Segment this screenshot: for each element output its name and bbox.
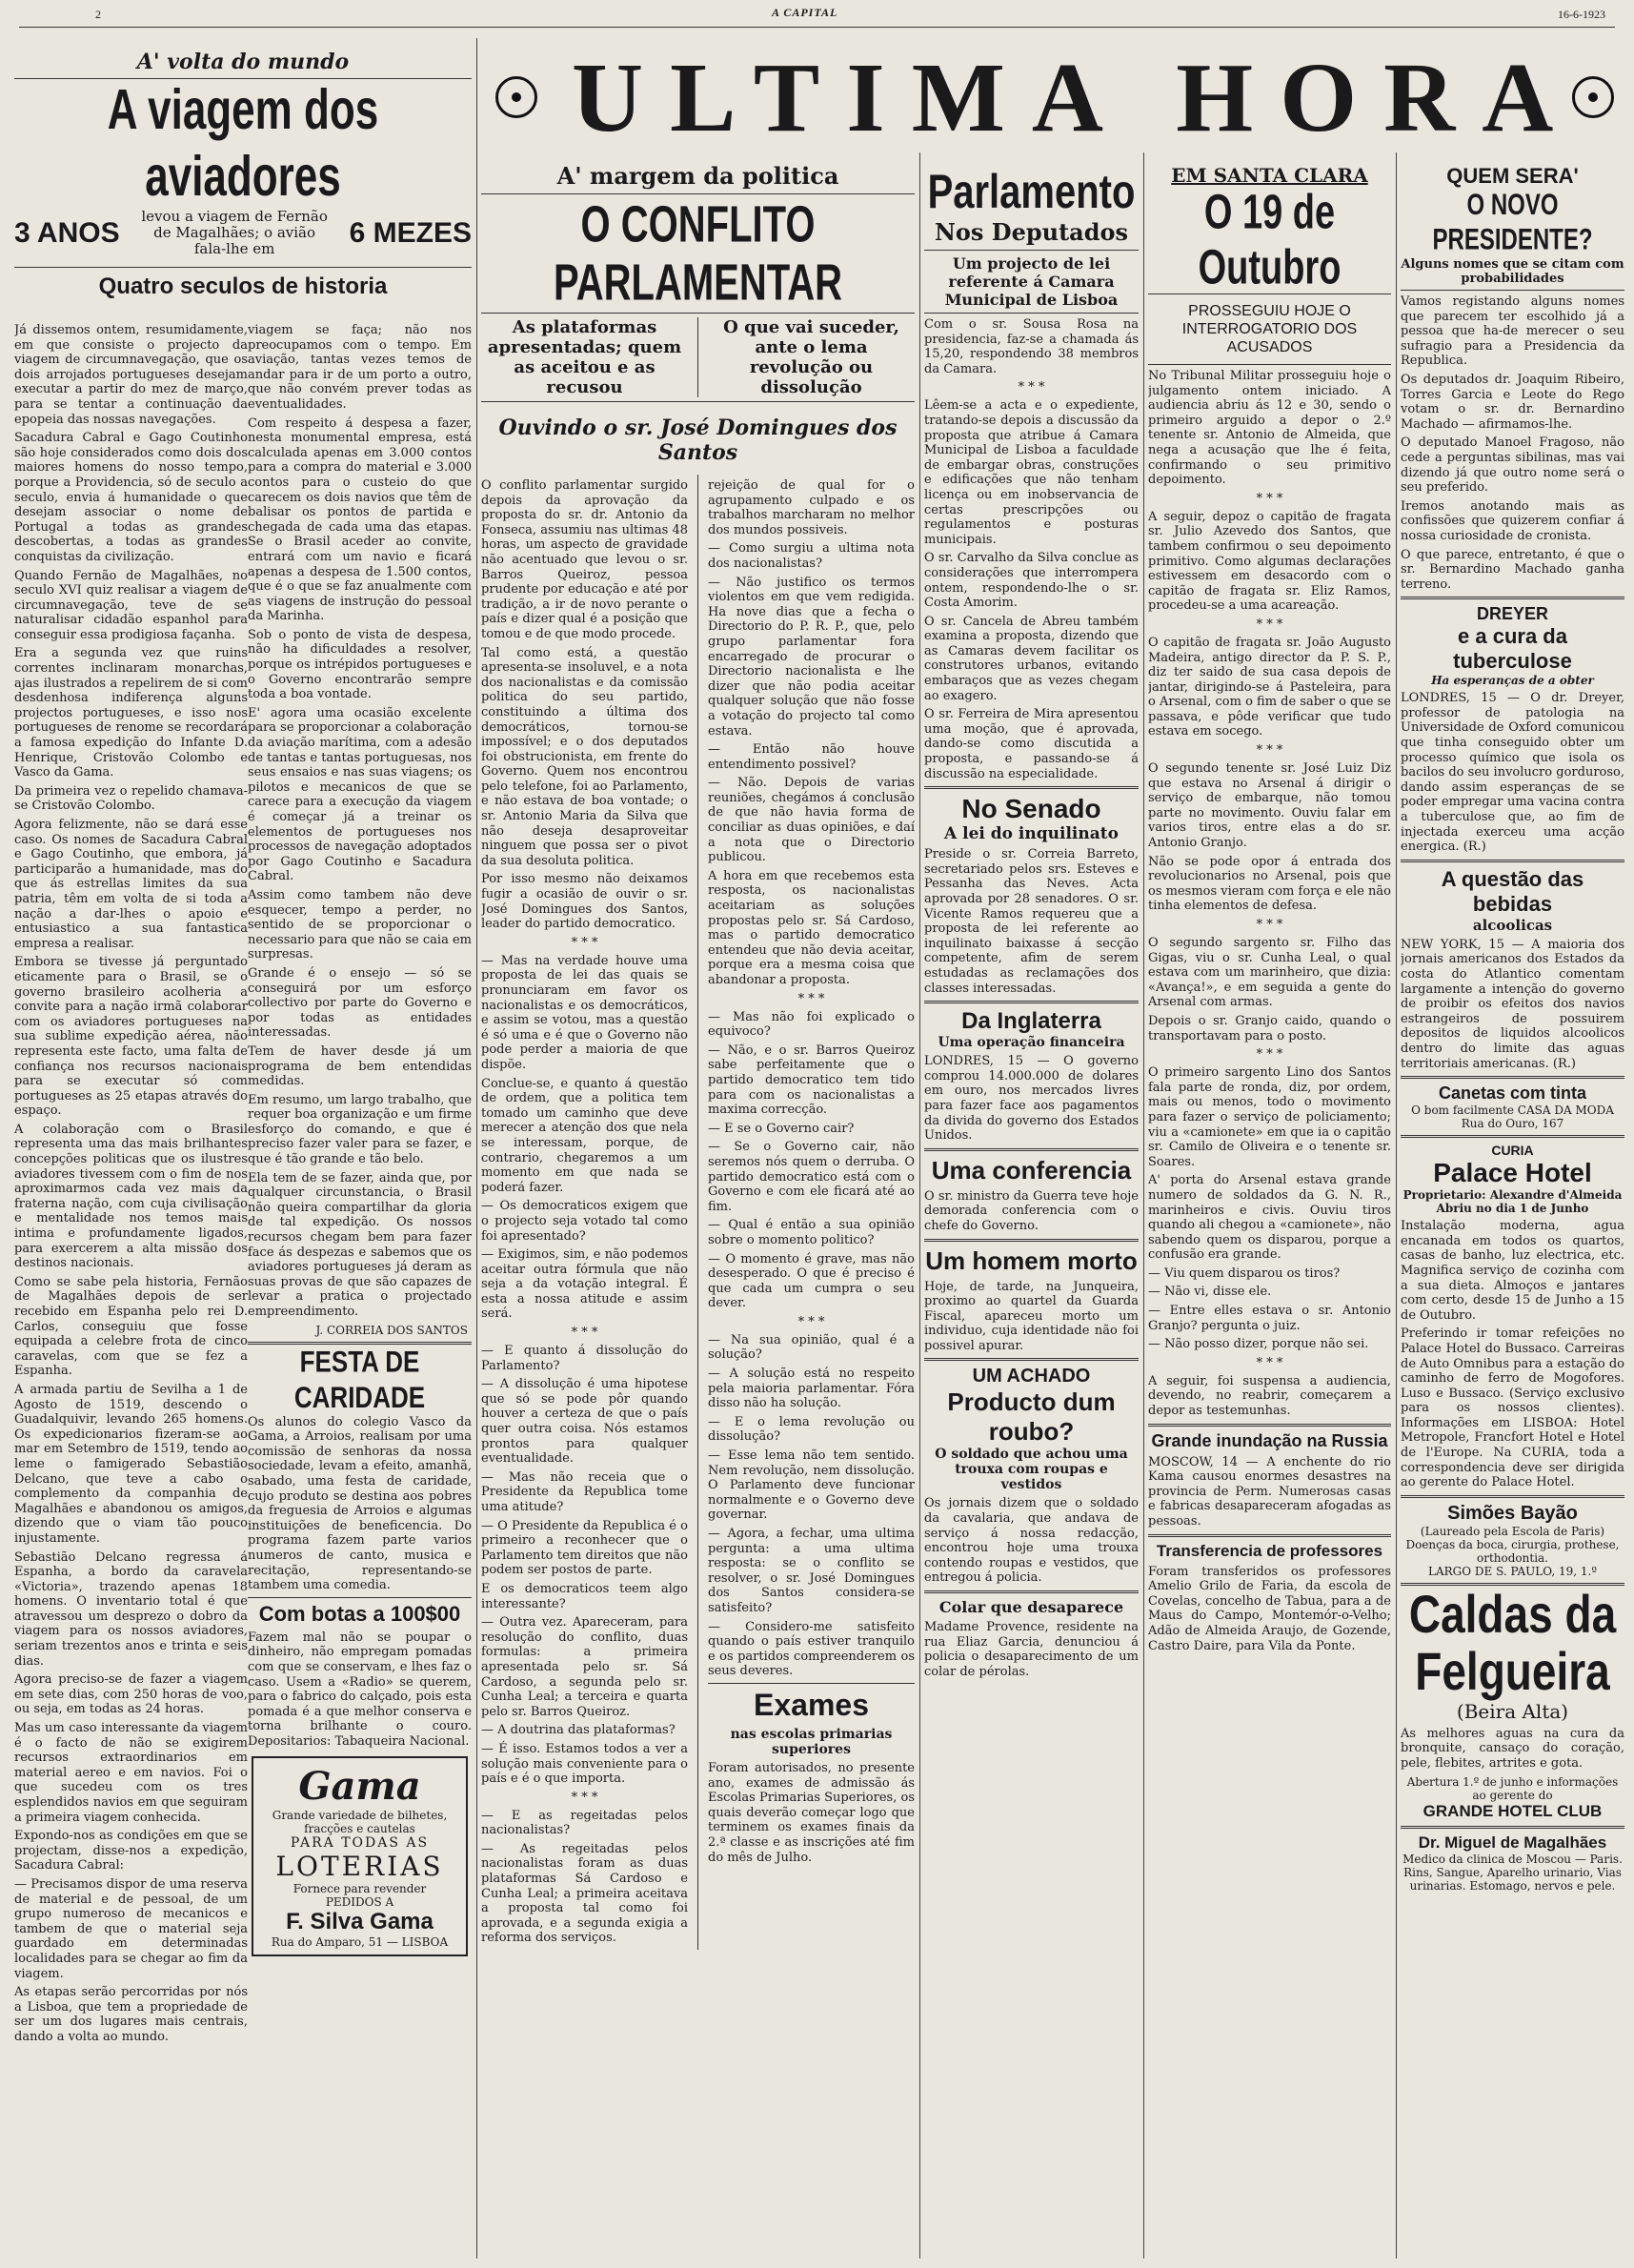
article-paragraph: Lêem-se a acta e o expediente, tratando-se depois a discussão da proposta que atribue á Camara Municipal de Lisboa a faculdade de embargar obras, construções e edificações que não tenham licença ou em inobservancia de certas prescripções ou regulamentos e posturas municipais. bbox=[924, 398, 1139, 547]
article-paragraph: A colaboração com o Brasil representa uma das mais brilhantes concepções politicas que os ilustres aviadores tivessem com o fim de nos aproximarmos cada vez mais da fraterna nação, com cuja civilisação e mentalidade nos temos mais intima e profundamente ligados, para exercerem a alta missão dos destinos nacionais. bbox=[14, 1122, 248, 1271]
dreyer-headline: e a cura da tuberculose bbox=[1453, 624, 1572, 674]
parliament-column bbox=[924, 162, 1139, 2258]
caldas-sub: (Beira Alta) bbox=[1456, 1699, 1569, 1723]
russia-text: MOSCOW, 14 — A enchente do rio Kama causou enormes desastres na provincia de Perm. Numerosas casas e fabricas desapareceram afogadas as pessoas. bbox=[1148, 1454, 1391, 1529]
conflict-headline: O CONFLITO PARLAMENTAR bbox=[554, 196, 842, 312]
article-paragraph: Da primeira vez o repelido chamava-se Cristovão Colombo. bbox=[14, 783, 248, 814]
article-paragraph: A hora em que recebemos esta resposta, os nacionalistas aceitariam as soluções propostas pelo sr. Sá Cardoso, mas o partido democratico entendeu que não devia aceitar, porque era a mesma coisa que abandonar a proposta. bbox=[708, 868, 915, 987]
morto-headline: Um homem morto bbox=[925, 1245, 1138, 1275]
santa-clara-column bbox=[1148, 164, 1391, 2258]
president-column bbox=[1401, 164, 1624, 2258]
aviators-headline: A viagem dos aviadores bbox=[107, 78, 379, 209]
article-paragraph: — A solução está no respeito pela maioria parlamentar. Fóra disso não ha solução. bbox=[708, 1367, 915, 1411]
aviators-header bbox=[14, 48, 472, 314]
gama-line: PARA TODAS AS bbox=[290, 1835, 430, 1852]
asterism: * * * bbox=[1256, 743, 1283, 759]
palace-title: Palace Hotel bbox=[1433, 1158, 1592, 1188]
article-paragraph: — Não. Depois de varias reuniões, chegámos á conclusão de que não havia forma de conciliar as duas opiniões, e daí a nota que o Directorio publicou. bbox=[708, 776, 915, 865]
article-paragraph: O sr. Ferreira de Mira apresentou uma moção, que é aprovada, dando-se como discutida a proposta, e passando-se á discussão na especialidade. bbox=[924, 707, 1139, 781]
article-paragraph: — É isso. Estamos todos a ver a solução mais conveniente para o país e é o que importa. bbox=[481, 1741, 688, 1787]
article-paragraph: O deputado Manoel Fragoso, não cede a perguntas sibilinas, mas vai dizendo já que outro nome será o seu preferido. bbox=[1401, 435, 1624, 496]
divider bbox=[481, 401, 915, 402]
divider bbox=[1401, 1135, 1624, 1138]
divider bbox=[481, 193, 915, 194]
palace-owner: Proprietario: Alexandre d'Almeida bbox=[1402, 1188, 1623, 1203]
article-paragraph: Embora se tivesse já perguntado eticamente para o Brasil, se o governo brasileiro acolheria a convite para a nação irmã colaborar com os aviadores portugueses na sua sublime expedição aérea, não representa este facto, uma falta de confiança nos recursos nacionais para se executar só com portugueses as 25 etapas através do espaço. bbox=[14, 955, 248, 1119]
article-paragraph: Os deputados dr. Joaquim Ribeiro, Torres Garcia e Leote do Rego votam o sr. dr. Bernardino Machado — afirmamos-lhe. bbox=[1401, 372, 1624, 432]
asterism: * * * bbox=[797, 1314, 825, 1329]
divider bbox=[924, 1358, 1139, 1361]
conflict-body-right bbox=[708, 475, 915, 1950]
article-paragraph: Expondo-nos as condições em que se projectam, disse-nos a expedição, Sacadura Cabral: bbox=[14, 1829, 248, 1873]
column-rule bbox=[697, 475, 698, 1950]
article-paragraph: O que parece, entretanto, é que o sr. Bernardino Machado ganha terreno. bbox=[1401, 547, 1624, 592]
article-paragraph: Ela tem de se fazer, ainda que, por qualquer circunstancia, o Brasil não queira compartilhar da gloria de tal expedição. Os nossos recursos chegam bem para fazer face ás despezas e sabemos que os aviadores portugueses já deram as suas provas de que são capazes de levar a pratica o projectado empreendimento. bbox=[248, 1170, 472, 1319]
article-paragraph: — A doutrina das plataformas? bbox=[481, 1723, 676, 1738]
dreyer-kicker: DREYER bbox=[1476, 604, 1548, 624]
gama-address: Rua do Amparo, 51 — LISBOA bbox=[271, 1935, 449, 1950]
dreyer-deck: Ha esperanças de a obter bbox=[1431, 674, 1594, 688]
botas-headline: Com botas a 100$00 bbox=[258, 1601, 461, 1626]
issue-date: 16-6-1923 bbox=[1558, 8, 1605, 21]
article-paragraph: O sr. Cancela de Abreu também examina a proposta, dizendo que as Camaras devem facilitar os construtores urbanos, evitando embaraços que as vezes chegam ao exagero. bbox=[924, 614, 1139, 703]
article-paragraph: — Mas não receia que o Presidente da Republica tome uma atitude? bbox=[481, 1469, 688, 1514]
section-kicker: A' volta do mundo bbox=[136, 50, 350, 74]
divider bbox=[1401, 1826, 1624, 1829]
article-paragraph: Com respeito á despesa a fazer, nesta monumental empresa, está calculada apenas em 3.000 contos para a compra do material e 3.000 contos para o custeio do que carecem os dois navios que têm de balisar os pontos de partida e chegada de cada uma das etapas. Se o Brasil aceder ao convite, entrará com um navio e ficará apenas a despesa de 1.500 contos, que é o que se faz anualmente com as viagens de instrução do pessoal da Marinha. bbox=[248, 415, 472, 624]
exames-sub: nas escolas primarias superiores bbox=[730, 1726, 893, 1757]
article-paragraph: — As regeitadas pelos nacionalistas foram as duas plataformas Sá Cardoso e Cunha Leal; a primeira aceitava a proposta tal como foi aprovada, e a segunda exigia a reforma dos serviços. bbox=[481, 1841, 688, 1946]
years-label: 3 ANOS bbox=[14, 216, 120, 249]
article-paragraph: — Exigimos, sim, e não podemos aceitar outra fórmula que não seja a da votação integral. É esta a nossa atitude e assim será. bbox=[481, 1247, 688, 1322]
article-paragraph: — Não justifico os termos violentos em que vem redigida. Ha nove dias que a fecha o Directorio do P. R. P., que, pelo grupo parlamentar fora encarregado de procurar o Directorio nacionalista e lhe dizer que não podia aceitar qualquer solução que não fosse a votação do projecto tal como estava. bbox=[708, 575, 915, 739]
divider bbox=[1401, 290, 1624, 291]
divider bbox=[1148, 364, 1391, 365]
article-paragraph: — E quanto á dissolução do Parlamento? bbox=[481, 1344, 688, 1373]
article-paragraph: — Agora, a fechar, uma ultima pergunta: a uma ultima resposta: se o conflito se resolver, o sr. José Domingues dos Santos considera-se satisfeito? bbox=[708, 1527, 915, 1615]
article-paragraph: Já dissemos ontem, resumidamente, em que consiste o projecto da viagem de circumnavegação, que os dois arrojados portugueses desejam executar a partir do mez de março, para se tentar a continuação da epopeia das nossas navegações. bbox=[14, 323, 248, 427]
article-paragraph: O segundo sargento sr. Filho das Gigas, viu o sr. Cunha Leal, o qual estava com um marinheiro, que dizia: «Avança!», e em seguida a gente do Arsenal com armas. bbox=[1148, 936, 1391, 1010]
miguel-text: Medico da clinica de Moscou — Paris. Rins, Sangue, Aparelho urinario, Vias urinarias. Estomago, nervos e pele. bbox=[1402, 1852, 1623, 1893]
canetas-title: Canetas com tinta bbox=[1438, 1083, 1587, 1104]
page-header-bar bbox=[19, 4, 1615, 28]
article-paragraph: Sob o ponto de vista de despesa, não ha dificuldades a resolver, porque os intrépidos portugueses e o Governo encontrarão sempre toda a boa vontade. bbox=[248, 627, 472, 702]
divider bbox=[1401, 860, 1624, 862]
simoes-text: (Laureado pela Escola de Paris) Doenças da boca, cirurgia, prothese, orthodontia. bbox=[1405, 1524, 1620, 1565]
article-paragraph: Tal como está, a questão apresenta-se insoluvel, e a nota dos nacionalistas e da comissão politica do seu partido, constituindo a última dos democráticos, tornou-se impossível; e o dos deputados foi obstrucionista, em frente do Governo. Quem nos encontrou pelo telefone, foi ao Parlamento, e não estava de boa vontade; o sr. Antonio Maria da Silva que não deseja desaproveitar ninguem que possa ser o pivot da sua desoluta politica. bbox=[481, 645, 688, 868]
divider bbox=[14, 267, 472, 268]
divider bbox=[924, 1001, 1139, 1003]
article-paragraph: A seguir, foi suspensa a audiencia, devendo, no reabrir, começarem a depor as testemunhas. bbox=[1148, 1373, 1391, 1419]
caldas-title: Caldas da Felgueira bbox=[1408, 1584, 1617, 1702]
outubro-headline: O 19 de Outubro bbox=[1198, 185, 1341, 295]
divider bbox=[1401, 597, 1624, 599]
article-paragraph: — Viu quem disparou os tiros? bbox=[1148, 1266, 1341, 1281]
bebidas-text: NEW YORK, 15 — A maioria dos jornais americanos dos Estados da costa do Atlantico comentam largamente a intenção do governo de proibir os efeitos dos navios estrangeiros de possuirem depositos de liquidos alcoolicos dentro do limite das aguas territoriais americanas. (R.) bbox=[1401, 937, 1624, 1071]
article-paragraph: Mas um caso interessante da viagem é o facto de não se exigirem recursos extraordinarios em material aereo e em navios. Foi o que sucedeu com os tres esplendidos navios em que seguiram a primeira viagem conhecida. bbox=[14, 1721, 248, 1825]
achado-kicker: UM ACHADO bbox=[972, 1366, 1091, 1387]
article-paragraph: Com o sr. Sousa Rosa na presidencia, faz-se a chamada ás 15,20, respondendo 38 membros da Camara. bbox=[924, 317, 1139, 376]
divider bbox=[248, 1597, 472, 1598]
festa-text: Os alunos do colegio Vasco da Gama, a Arroios, realisam por uma comissão de senhoras da nossa sociedade, levam a efeito, amanhã, sabado, uma festa de caridade, cujo produto se destina aos pobres da freguesia de Arroios e algumas instituições de beneficencia. Do programa fazem parte varios numeros de canto, musica e recitação, representando-se tambem uma comedia. bbox=[248, 1414, 472, 1593]
divider bbox=[708, 1683, 915, 1684]
caldas-open: Abertura 1.º de junho e informações ao gerente do bbox=[1406, 1774, 1619, 1802]
article-paragraph: — O Presidente da Republica é o primeiro a reconhecer que o Parlamento tem direitos que não podem ser postos de parte. bbox=[481, 1518, 688, 1578]
article-paragraph: Vamos registando alguns nomes que parecem ter escolhido já a pessoa que ha-de merecer o seu sufragio para a Presidencia da Republica. bbox=[1401, 294, 1624, 369]
article-paragraph: — Considero-me satisfeito quando o país estiver tranquilo e os partidos compreenderem os seus deveres. bbox=[708, 1619, 915, 1679]
exames-headline: Exames bbox=[754, 1687, 869, 1722]
gama-advert bbox=[252, 1756, 468, 1956]
years-months-row bbox=[14, 209, 472, 257]
asterism: * * * bbox=[1256, 1355, 1283, 1370]
divider bbox=[924, 1590, 1139, 1593]
article-paragraph: Era a segunda vez que ruins correntes inclinaram monarchas, ajas ilustrados a repelirem de si com desdenhosa indiferença alguns projectos portugueses, e isso nos portugueses de renome se recordará a famosa expedição do Infante D. Henrique, Cristovão Colombo e Vasco da Gama. bbox=[14, 646, 248, 780]
deck-left: As plataformas apresentadas; quem as aceitou e as recusou bbox=[487, 317, 682, 397]
aviators-column-left bbox=[14, 319, 248, 2258]
divider bbox=[1148, 1534, 1391, 1537]
article-paragraph: — Na sua opinião, qual é a solução? bbox=[708, 1332, 915, 1363]
article-paragraph: Não se pode opor á entrada dos revolucionarios no Arsenal, pois que os mesmos vieram com força e ele não tinha elementos de defesa. bbox=[1148, 854, 1391, 914]
article-paragraph: Sebastião Delcano regressa á Espanha, a bordo da caravela «Victoria», trazendo apenas 18 homens. O inventario total é que atravessou um desprezo o dobro da viagem para os nossos aviadores, seriam trezentos anos e trinta e seis dias. bbox=[14, 1549, 248, 1669]
article-paragraph: A seguir, depoz o capitão de fragata sr. Julio Azevedo dos Santos, que tambem confirmou o seu depoimento primitivo. Como algumas declarações estivessem em desacordo com o capitão de fragata sr. Eliz Ramos, procedeu-se a uma acareação. bbox=[1148, 509, 1391, 614]
canetas-text: O bom facilmente CASA DA MODA Rua do Ouro, 167 bbox=[1411, 1104, 1614, 1131]
colar-text: Madame Provence, residente na rua Eliaz Garcia, denunciou á policia o desaparecimento de um colar de pérolas. bbox=[924, 1620, 1139, 1679]
article-paragraph: E' agora uma ocasião excelente para se proporcionar a colaboração da aviação marítima, com a adesão de tantas e tantas portuguesas, nos seus ensaios e nas suas viagens; os pilotos e mecanicos de que se carece para a execução da viagem é começar já a treinar os elementos de portugueses nos processos de navegação adoptados por Gago Coutinho e Sacadura Cabral. bbox=[248, 705, 472, 884]
article-paragraph: — Então não houve entendimento possivel? bbox=[708, 742, 915, 772]
roubo-sub: O soldado que achou uma trouxa com roupas e vestidos bbox=[935, 1447, 1128, 1493]
interview-title: Ouvindo o sr. José Domingues dos Santos bbox=[498, 415, 898, 465]
gama-line: Fornece para revender bbox=[293, 1882, 427, 1896]
article-paragraph: Iremos anotando mais as confissões que quizerem confiar á nossa curiosidade de cronista. bbox=[1401, 498, 1624, 543]
roubo-headline: Producto dum roubo? bbox=[947, 1387, 1116, 1447]
divider bbox=[924, 250, 1139, 251]
gama-line: Grande variedade de bilhetes, fracções e cautelas bbox=[272, 1809, 448, 1836]
article-paragraph: — Precisamos dispor de uma reserva de material e de pessoal, de um grupo numeroso de mecanicos e tambem de que o material seja guardado em determinadas localidades para se chegar ao fim da viagem. bbox=[14, 1876, 248, 1981]
profs-headline: Transferencia de professores bbox=[1156, 1541, 1383, 1560]
article-paragraph: O segundo tenente sr. José Luiz Diz que estava no Arsenal á dirigir o serviço de embarque, não tomou parte no movimento. Ouviu falar em varios tiros, entre elas a do sr. Antonio Granjo. bbox=[1148, 761, 1391, 851]
bebidas-headline: A questão das bebidas bbox=[1441, 866, 1584, 916]
page-number: 2 bbox=[95, 8, 101, 21]
profs-text: Foram transferidos os professores Amelio Grilo de Faria, da escola de Covelas, concelho de Tabua, para a de Maus do Campo, Montemór-o-Velho; Adão de Almeida Araujo, de Gozende, Castro Daire, para Vila da Ponte. bbox=[1148, 1564, 1391, 1653]
article-paragraph: — Como surgiu a ultima nota dos nacionalistas? bbox=[708, 541, 915, 571]
article-paragraph: — E o lema revolução ou dissolução? bbox=[708, 1414, 915, 1445]
conflict-decks bbox=[481, 317, 915, 397]
asterism: * * * bbox=[571, 1790, 598, 1805]
gama-name: F. Silva Gama bbox=[286, 1909, 434, 1935]
asterism: * * * bbox=[571, 1326, 598, 1341]
section-kicker: EM SANTA CLARA bbox=[1171, 164, 1368, 187]
deck-right: O que vai suceder, ante o lema revolução ou dissolução bbox=[723, 317, 899, 397]
divider bbox=[924, 313, 1139, 314]
dreyer-text: LONDRES, 15 — O dr. Dreyer, professor de patologia na Universidade de Oxford comunicou que tinha conseguido obter um processo químico que isola os bacilos do seu involucro gorduroso, dando assim esperanças de se poder empregar uma vacina contra a tuberculose que, ao fim de injectada exerceu uma acção energica. (R.) bbox=[1401, 691, 1624, 855]
asterism: * * * bbox=[1256, 491, 1283, 506]
divider bbox=[1148, 1424, 1391, 1427]
conflict-body bbox=[481, 475, 915, 1950]
article-paragraph: A' porta do Arsenal estava grande numero de soldados da G. N. R., marinheiros e civis. Ouviu tiros quando ali chegou a «camionete», não sabendo quem os disparou, porque a confusão era grande. bbox=[1148, 1173, 1391, 1263]
article-paragraph: O sr. Carvalho da Silva conclue as considerações que interrompera ontem, respondendo-lhe o sr. Costa Amorim. bbox=[924, 551, 1139, 611]
article-paragraph: Quando Fernão de Magalhães, no seculo XVI quiz realisar a viagem de circumnavegação, teve de se naturalisar cidadão espanhol para conseguir essa prodigiosa façanha. bbox=[14, 568, 248, 642]
article-paragraph: — Se o Governo cair, não seremos nós quem o derruba. O partido democratico está com o Governo e com ele ficará até ao fim. bbox=[708, 1140, 915, 1214]
divider bbox=[1401, 1076, 1624, 1079]
parliament-deck: Um projecto de lei referente á Camara Municipal de Lisboa bbox=[944, 254, 1119, 309]
president-deck: Alguns nomes que se citam com probabilidades bbox=[1401, 257, 1624, 286]
article-paragraph: — Mas não foi explicado o equivoco? bbox=[708, 1009, 915, 1040]
article-paragraph: — Entre elles estava o sr. Antonio Granjo? pergunta o juiz. bbox=[1148, 1304, 1391, 1333]
senado-sub: A lei do inquilinato bbox=[944, 824, 1119, 844]
divider bbox=[481, 313, 915, 314]
asterism: * * * bbox=[1256, 1047, 1283, 1063]
article-paragraph: Depois o sr. Granjo caido, quando o transportavam para o posto. bbox=[1148, 1013, 1391, 1043]
colar-headline: Colar que desaparece bbox=[938, 1598, 1124, 1617]
divider bbox=[924, 1239, 1139, 1242]
senado-text: Preside o sr. Correia Barreto, secretariado pelos srs. Esteves e Pessanha das Neves. Acta aprovada por 28 senadores. O sr. Vicente Ramos requereu que a proposta de lei referente ao inquilinato baixasse á secção competente, afim de serem estudadas as reclamações dos classes interessadas. bbox=[924, 847, 1139, 996]
morto-text: Hoje, de tarde, na Junqueira, proximo ao quartel da Guarda Fiscal, apareceu morto um individuo, cuja identidade não foi possivel apurar. bbox=[924, 1279, 1139, 1353]
article-paragraph: — Os democraticos exigem que o projecto seja votado tal como foi apresentado? bbox=[481, 1199, 688, 1244]
simoes-title: Simões Bayão bbox=[1447, 1502, 1578, 1524]
inglaterra-text: LONDRES, 15 — O governo comprou 14.000.000 de dolares em ouro, nos mercados livres para fazer face aos pagamentos da divida do governo dos Estados Unidos. bbox=[924, 1054, 1139, 1144]
divider bbox=[1401, 1495, 1624, 1498]
president-headline: O NOVO PRESIDENTE? bbox=[1432, 188, 1593, 257]
column-rule bbox=[697, 317, 698, 397]
conferencia-text: O sr. ministro da Guerra teve hoje demorada conferencia com o chefe do Governo. bbox=[924, 1188, 1139, 1233]
article-paragraph: E os democraticos teem algo interessante? bbox=[481, 1581, 688, 1611]
article-paragraph: — Esse lema não tem sentido. Nem revolução, nem dissolução. O Parlamento deve funcionar normalmente e o Governo deve governar. bbox=[708, 1448, 915, 1523]
article-paragraph: Assim como tambem não deve esquecer, tempo a perder, no sentido de se proporcionar o necessario para que não se caia em surpresas. bbox=[248, 887, 472, 962]
article-paragraph: Como se sabe pela historia, Fernão de Magalhães depois de ser recebido em Espanha pelo rei D. Carlos, conseguiu que fosse equipada a celebre frota de cinco caravelas, com que se fez a Espanha. bbox=[14, 1274, 248, 1379]
festa-headline: FESTA DE CARIDADE bbox=[293, 1344, 426, 1414]
conferencia-headline: Uma conferencia bbox=[931, 1155, 1132, 1185]
article-paragraph: — Outra vez. Apareceram, para resolução do conflito, duas formulas: a primeira apresentada pelo sr. Sá Cardoso, a segunda pelo sr. Cunha Leal; a terceira e quarta pelo sr. Barros Queiroz. bbox=[481, 1615, 688, 1719]
ultima-hora-banner: ULTIMA HORA bbox=[572, 43, 1581, 152]
president-kicker: QUEM SERA' bbox=[1446, 164, 1579, 188]
botas-text: Fazem mal não se poupar o dinheiro, não empregam pomadas com que se conservam, e lhes faz o caso. Usem a «Radio» se querem, para o fabrico do calçado, pois esta pomada é a que melhor conserva e torna brilhante o couro. Depositarios: Tabaqueira Nacional. bbox=[248, 1630, 472, 1749]
article-paragraph: viagem se faça; não nos preocupamos com o tempo. Em aviação, tantas vezes temos de andar para ir de um porto a outro, que não convém prever todas as eventualidades. bbox=[248, 323, 472, 412]
article-paragraph: — O momento é grave, mas não desesperado. O que é preciso é que cada um cumpra o seu dever. bbox=[708, 1251, 915, 1311]
bebidas-sub: alcoolicas bbox=[1472, 916, 1553, 934]
history-subtitle: Quatro seculos de historia bbox=[98, 273, 388, 299]
article-paragraph: No Tribunal Militar prosseguiu hoje o julgamento ontem iniciado. A audiencia abriu ás 12 e 30, sendo o primeiro arguido a depor o 2.º tenente sr. Antonio de Almeida, que nega a acusação que lhe é feita, confirmando o seu primitivo depoimento. bbox=[1148, 369, 1391, 488]
aviators-deck: levou a viagem de Fernão de Magalhães; o avião fala-lhe em bbox=[141, 208, 328, 257]
palace-text: Instalação moderna, agua encanada em todos os quartos, casas de banho, luz electrica, etc. Magnifica serviço de cozinha com a sua dieta. Almoços e jantares com certo, desde 15 de Junho a 15 de Outubro. bbox=[1401, 1219, 1624, 1323]
asterism: * * * bbox=[797, 991, 825, 1006]
caldas-hotel: GRANDE HOTEL CLUB bbox=[1422, 1801, 1603, 1820]
article-paragraph: — Não vi, disse ele. bbox=[1148, 1285, 1272, 1300]
caldas-text: As melhores aguas na cura da bronquite, cansaço do coração, pele, flebites, artrites e gota. bbox=[1401, 1726, 1624, 1772]
article-paragraph: Conclue-se, e quanto á questão de ordem, que a politica tem tomado um caminho que deve merecer a atenção dos que nela se interessam, porque, de contrario, chegaremos a um momento em que nada se poderá fazer. bbox=[481, 1076, 688, 1195]
article-paragraph: Em resumo, um largo trabalho, que requer boa organização e um firme esforço do comando, e que é preciso fazer valer para se fazer, e que é tão grande e tão belo. bbox=[248, 1092, 472, 1167]
gama-loterias: LOTERIAS bbox=[275, 1851, 444, 1883]
article-paragraph: A armada partiu de Sevilha a 1 de Agosto de 1519, descendo o Guadalquivir, levando 265 homens. Os expedicionarios fizeram-se ao mar em Setembro de 1519, tendo ao leme o famigerado Sebastião Delcano, que teve a cabo o complemento da companhia de Magalhães e abandonou os amigos, dizendo que o viam tão pouco injustamente. bbox=[14, 1382, 248, 1546]
article-paragraph: — E as regeitadas pelos nacionalistas? bbox=[481, 1808, 688, 1838]
asterism: * * * bbox=[1256, 617, 1283, 632]
months-label: 6 MEZES bbox=[349, 216, 472, 249]
column-rule bbox=[1143, 152, 1144, 2258]
conflict-body-left bbox=[481, 475, 688, 1950]
parliament-sub: Nos Deputados bbox=[934, 218, 1129, 246]
article-paragraph: — Não, e o sr. Barros Queiroz sabe perfeitamente que o partido democratico tem tido para com os nacionalistas a maxima correcção. bbox=[708, 1043, 915, 1118]
article-paragraph: — A dissolução é uma hipotese que só se pode pôr quando houver a certeza de que o país quer outra coisa. Nós estamos prontos para qualquer eventualidade. bbox=[481, 1377, 688, 1467]
paper-name: A CAPITAL bbox=[772, 6, 838, 19]
divider bbox=[924, 1148, 1139, 1151]
exames-text: Foram autorisados, no presente ano, exames de admissão ás Escolas Primarias Superiores, os quais deverão começar logo que terminem os exames finais da 2.ª classe e as inscrições até fim do mês de Julho. bbox=[708, 1760, 915, 1865]
article-signature: J. CORREIA DOS SANTOS bbox=[315, 1323, 468, 1337]
article-paragraph: Agora preciso-se de fazer a viagem em sete dias, com 250 horas de voo, ou seja, em todas as 24 horas. bbox=[14, 1672, 248, 1717]
section-kicker: A' margem da politica bbox=[556, 162, 839, 190]
article-paragraph: O primeiro sargento Lino dos Santos fala parte de ronda, diz, por ordem, mais ou menos, todo o movimento para fazer o serviço de policiamento; viu a «camionete» em que ia o capitão sr. Camilo de Oliveira e o tenente sr. Soares. bbox=[1148, 1065, 1391, 1169]
article-paragraph: Agora felizmente, não se dará esse caso. Os nomes de Sacadura Cabral e Gago Coutinho, que embora, já participarão a humanidade, mas do que ás estrellas limites da sua patria, têm em volta de si toda a nação a dar-lhes o apoio e entusiastico a sua fantastica empresa a realisar. bbox=[14, 818, 248, 951]
article-paragraph: Por isso mesmo não deixamos fugir a ocasião de ouvir o sr. José Domingues dos Santos, leader do partido democratico. bbox=[481, 872, 688, 932]
article-paragraph: — Mas na verdade houve uma proposta de lei das quais se pronunciaram em favor os nacionalistas e os democráticos, e assim se votou, mas a questão é só uma e é que o Governo não pode perder a maioria de que dispõe. bbox=[481, 953, 688, 1072]
gama-line: PEDIDOS A bbox=[325, 1895, 394, 1910]
article-paragraph: — E se o Governo cair? bbox=[708, 1121, 855, 1136]
asterism: * * * bbox=[571, 935, 598, 950]
column-rule bbox=[1396, 152, 1397, 2258]
article-paragraph: O capitão de fragata sr. João Augusto Madeira, antigo director da P. S. P., diz ter saido de sua casa depois de jantar, dirigindo-se á Pasteleira, para o Arsenal, com o fim de saber o que se passava, e pôde verificar que tudo estava em socego. bbox=[1148, 635, 1391, 739]
article-paragraph: rejeição de qual for o agrupamento culpado e os trabalhos marcharam no melhor dos mundos possiveis. bbox=[708, 478, 915, 537]
outubro-deck: PROSSEGUIU HOJE O INTERROGATORIO DOS ACUSADOS bbox=[1181, 303, 1358, 355]
parliament-headline: Parlamento bbox=[927, 166, 1136, 219]
inglaterra-sub: Uma operação financeira bbox=[938, 1035, 1125, 1051]
column-rule bbox=[919, 152, 920, 2258]
russia-headline: Grande inundação na Russia bbox=[1151, 1430, 1388, 1450]
column-rule bbox=[476, 38, 477, 2258]
palace-text: Preferindo ir tomar refeições no Palace Hotel do Bussaco. Carreiras de Auto Omnibus para a estação do caminho de ferro de Mogofores. Luso e Bussaco. (Serviço exclusivo para os nossos clientes). Informações em LISBOA: Hotel Metropole, Francfort Hotel e Hotel de l'Europe. Na CURIA, toda a correspondencia deve ser dirigida ao gerente do Palace Hotel. bbox=[1401, 1326, 1624, 1490]
palace-label: CURIA bbox=[1491, 1143, 1534, 1159]
roubo-text: Os jornais dizem que o soldado da cavalaria, que andava de serviço á nossa redacção, encontrou hoje uma trouxa contendo roupas e vestidos, que entregou á policia. bbox=[924, 1496, 1139, 1586]
asterism: * * * bbox=[1018, 380, 1045, 395]
article-paragraph: Tem de haver desde já um programa de bem entendidas medidas. bbox=[248, 1043, 472, 1089]
simoes-address: LARGO DE S. PAULO, 19, 1.º bbox=[1428, 1564, 1597, 1578]
asterism: * * * bbox=[1256, 918, 1283, 932]
rosette-icon bbox=[495, 76, 537, 118]
article-paragraph: — Não posso dizer, porque não sei. bbox=[1148, 1337, 1369, 1352]
senado-headline: No Senado bbox=[961, 794, 1101, 824]
palace-open: Abriu no dia 1 de Junho bbox=[1436, 1202, 1589, 1216]
article-paragraph: Sacadura Cabral e Gago Coutinho são hoje considerados como dois dos maiores homens do nosso tempo, porque a Providencia, só de seculo a seculo, envia á humanidade o que desejam associar o nome de Portugal a todas as grandes descobertas, a todas as grandes conquistas da civilização. bbox=[14, 431, 248, 564]
divider bbox=[924, 786, 1139, 789]
miguel-title: Dr. Miguel de Magalhães bbox=[1418, 1833, 1607, 1852]
article-paragraph: — Qual é então a sua opinião sobre o momento politico? bbox=[708, 1218, 915, 1247]
aviators-column-right bbox=[248, 319, 472, 2258]
inglaterra-headline: Da Inglaterra bbox=[961, 1008, 1101, 1035]
article-paragraph: O conflito parlamentar surgido depois da aprovação da proposta do sr. dr. Antonio da Fonseca, assumiu nas ultimas 48 horas, um aspecto de gravidade não acentuado que levou o sr. Barros Queiroz, pessoa prudente por educação e até por tradição, a ir de novo perante o país e dizer qual é a posição que tomou e de que modo procede. bbox=[481, 478, 688, 641]
political-conflict-article bbox=[481, 160, 915, 2258]
article-paragraph: Grande é o ensejo — só se conseguirá por um esforço collectivo por parte do Governo e por todas as entidades interessadas. bbox=[248, 965, 472, 1041]
gama-logo: Gama bbox=[298, 1764, 421, 1810]
article-paragraph: As etapas serão percorridas por nós a Lisboa, que tem a propriedade de ser um dos lugares mais centrais, dando a volta ao mundo. bbox=[14, 1985, 248, 2044]
